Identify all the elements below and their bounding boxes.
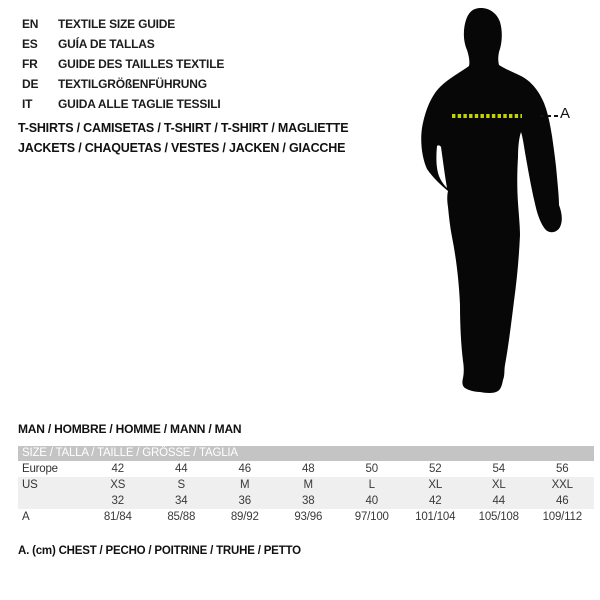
- size-cell: 54: [492, 463, 505, 475]
- size-cell: XL: [491, 479, 506, 491]
- language-label: GUIDA ALLE TAGLIE TESSILI: [58, 97, 221, 111]
- language-code: DE: [22, 77, 39, 91]
- section-title-man: MAN / HOMBRE / HOMME / MANN / MAN: [18, 422, 242, 436]
- size-cell: 42: [111, 463, 124, 475]
- size-cell: 105/108: [478, 511, 519, 523]
- size-cell: 36: [238, 495, 251, 507]
- table-row-us: [18, 477, 594, 493]
- language-row-it: [22, 94, 402, 114]
- size-cell: 40: [365, 495, 378, 507]
- size-cell: 32: [111, 495, 124, 507]
- size-cell: XS: [110, 479, 126, 491]
- size-cell: M: [303, 479, 313, 491]
- size-cell: 42: [429, 495, 442, 507]
- language-code: ES: [22, 37, 38, 51]
- row-label: A: [22, 511, 30, 523]
- language-list: [22, 14, 402, 114]
- size-cell: 85/88: [167, 511, 196, 523]
- man-silhouette-icon: [418, 6, 578, 398]
- language-code: EN: [22, 17, 39, 31]
- table-row-europe: [18, 461, 594, 477]
- language-row-de: [22, 74, 402, 94]
- size-cell: 50: [365, 463, 378, 475]
- size-cell: 109/112: [542, 511, 582, 523]
- row-label: Europe: [22, 463, 58, 475]
- language-code: FR: [22, 57, 38, 71]
- table-row-us-numeric: [18, 493, 594, 509]
- language-label: TEXTILE SIZE GUIDE: [58, 17, 176, 31]
- size-cell: 89/92: [230, 511, 259, 523]
- measure-label-a: A: [560, 105, 571, 122]
- size-cell: 34: [175, 495, 188, 507]
- man-silhouette-figure: [418, 6, 578, 398]
- size-cell: 38: [302, 495, 315, 507]
- table-row-chest: [18, 509, 594, 525]
- row-label: [18, 493, 86, 509]
- size-cell: 46: [238, 463, 251, 475]
- size-cell: 93/96: [294, 511, 323, 523]
- size-cell: 101/104: [415, 511, 456, 523]
- language-label: TEXTILGRÖßENFÜHRUNG: [58, 77, 207, 91]
- size-cell: S: [177, 479, 185, 491]
- language-row-es: [22, 34, 402, 54]
- language-code: IT: [22, 97, 33, 111]
- size-cell: XXL: [551, 479, 573, 491]
- product-types-line1: T-SHIRTS / CAMISETAS / T-SHIRT / T-SHIRT / MAGLIETTE: [18, 121, 349, 135]
- size-cell: L: [368, 479, 375, 491]
- language-row-en: [22, 14, 402, 34]
- row-label: US: [22, 479, 38, 491]
- language-row-fr: [22, 54, 402, 74]
- size-cell: 81/84: [103, 511, 132, 523]
- size-cell: 44: [175, 463, 188, 475]
- size-cell: 97/100: [354, 511, 389, 523]
- size-cell: 48: [302, 463, 315, 475]
- size-cell: 52: [429, 463, 442, 475]
- size-cell: XL: [428, 479, 443, 491]
- size-cell: 56: [556, 463, 569, 475]
- product-types-line2: JACKETS / CHAQUETAS / VESTES / JACKEN / GIACCHE: [18, 141, 346, 155]
- size-cell: 44: [492, 495, 505, 507]
- language-label: GUÍA DE TALLAS: [58, 37, 155, 51]
- size-table: [18, 446, 594, 525]
- size-table-header: SIZE / TALLA / TAILLE / GRÖSSE / TAGLIA: [18, 446, 594, 461]
- language-label: GUIDE DES TAILLES TEXTILE: [58, 57, 225, 71]
- measurement-footnote: A. (cm) CHEST / PECHO / POITRINE / TRUHE / PETTO: [18, 545, 301, 557]
- size-cell: M: [240, 479, 250, 491]
- size-cell: 46: [556, 495, 569, 507]
